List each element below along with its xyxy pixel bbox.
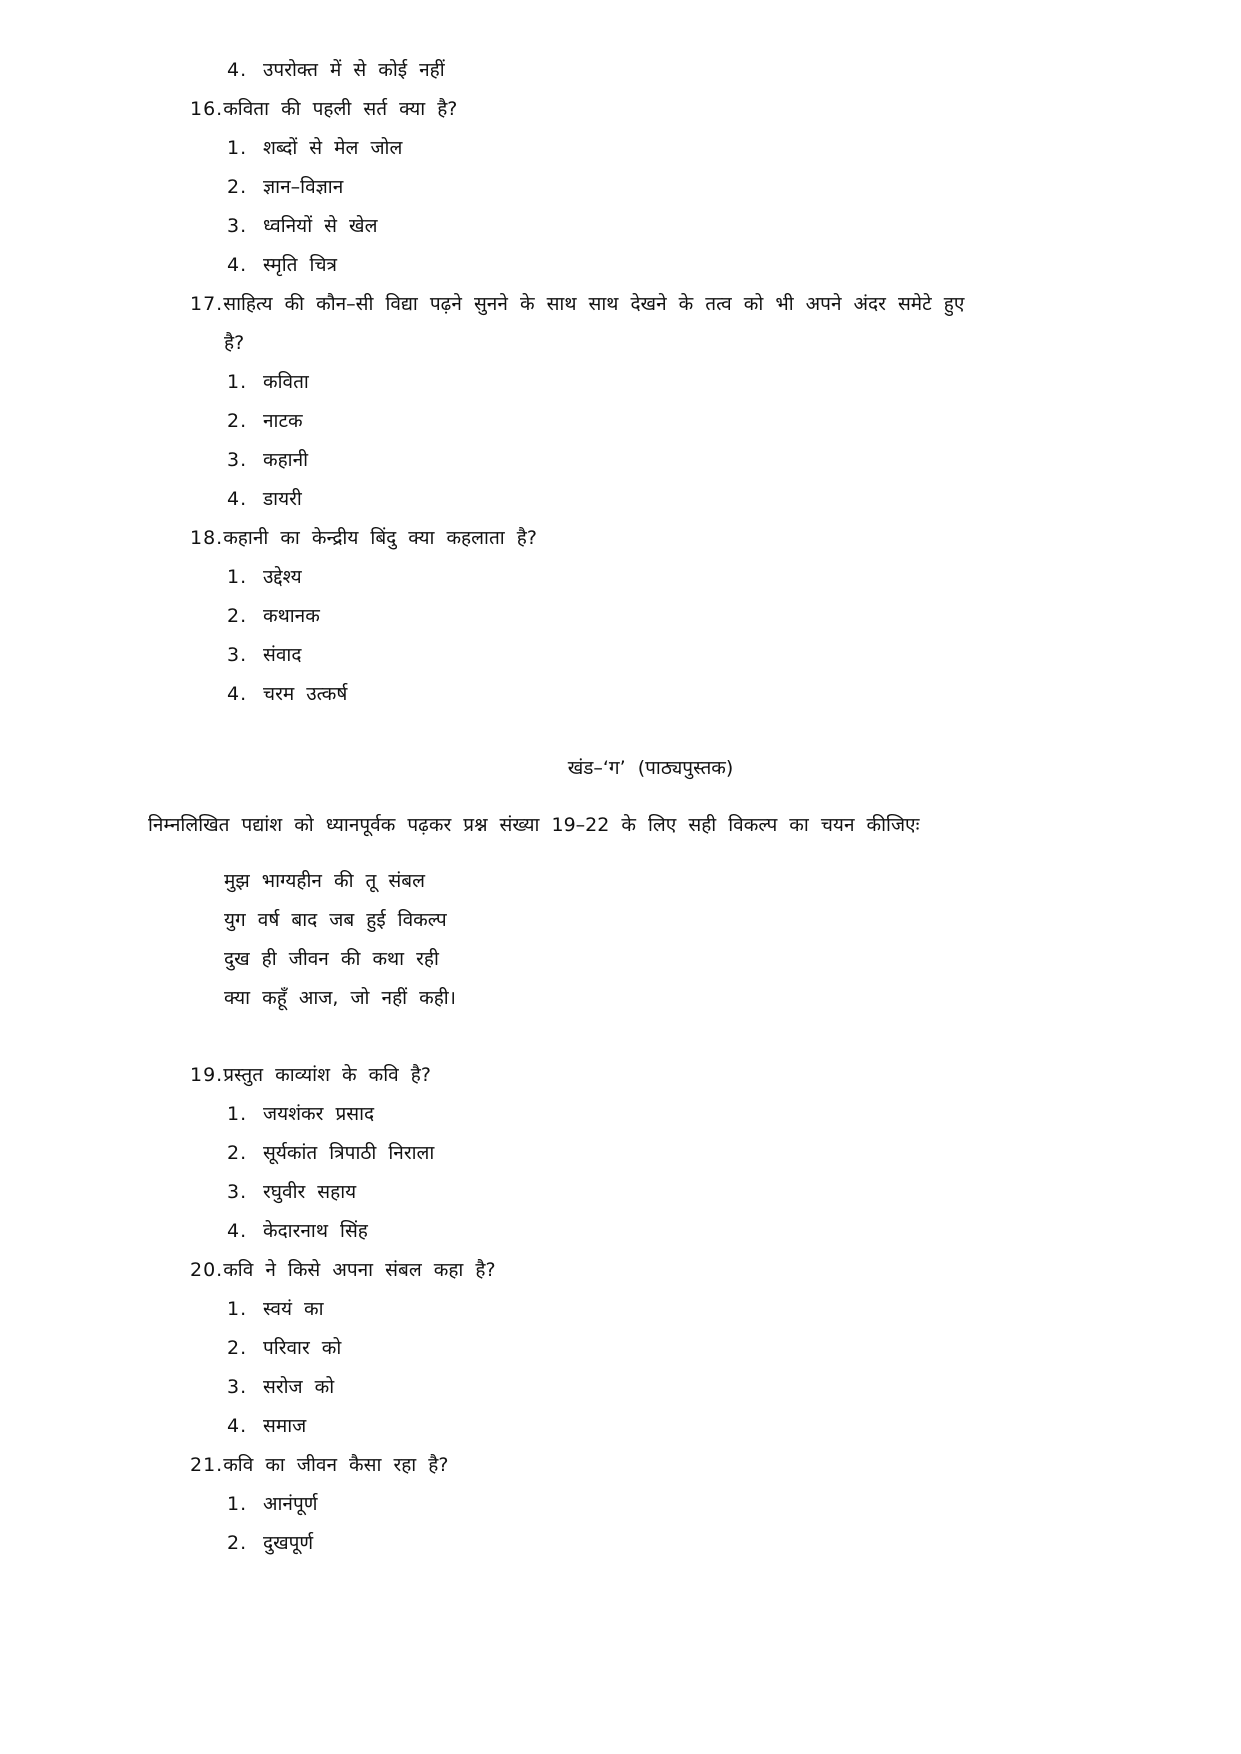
- section-heading: [30, 755, 1241, 781]
- option-number: 4.: [227, 59, 248, 81]
- option-text: उपरोक्त में से कोई नहीं: [263, 59, 445, 81]
- option-number: 1.: [227, 137, 248, 159]
- option-text: डायरी: [263, 488, 302, 510]
- question-number: 17.: [190, 293, 224, 315]
- option-text: समाज: [263, 1415, 307, 1437]
- option-number: 1.: [227, 1298, 248, 1320]
- answer-option: [227, 408, 303, 434]
- option-text: परिवार को: [263, 1337, 342, 1359]
- option-number: 4.: [227, 683, 248, 705]
- option-text: नाटक: [263, 410, 303, 432]
- question-text: कहानी का केन्द्रीय बिंदु क्या कहलाता है?: [223, 527, 537, 549]
- answer-option: [227, 1491, 318, 1517]
- option-number: 3.: [227, 644, 248, 666]
- answer-option: [227, 603, 320, 629]
- answer-option: [227, 681, 347, 707]
- question-number: 18.: [190, 527, 224, 549]
- option-number: 2.: [227, 1337, 248, 1359]
- poem-line: [224, 907, 447, 933]
- instruction-text: [148, 812, 919, 838]
- option-number: 2.: [227, 1142, 248, 1164]
- question: [190, 1452, 448, 1478]
- question-number: 20.: [190, 1259, 224, 1281]
- option-number: 2.: [227, 410, 248, 432]
- section-heading-content: खंड–‘ग’ (पाठ्यपुस्तक): [567, 757, 734, 779]
- poem-line-content: मुझ भाग्यहीन की तू संबल: [224, 870, 425, 892]
- question: [190, 1062, 431, 1088]
- option-text: कहानी: [263, 449, 309, 471]
- option-text: ज्ञान–विज्ञान: [263, 176, 344, 198]
- option-text: शब्दों से मेल जोल: [263, 137, 403, 159]
- answer-option: [227, 1530, 313, 1556]
- question: [190, 525, 537, 551]
- question-text: कवि ने किसे अपना संबल कहा है?: [223, 1259, 496, 1281]
- question-text: साहित्य की कौन–सी विद्या पढ़ने सुनने के साथ साथ देखने के तत्व को भी अपने अंदर समेटे हुए: [223, 293, 965, 315]
- answer-option: [227, 1179, 356, 1205]
- answer-option: [227, 1374, 334, 1400]
- question-text: कविता की पहली सर्त क्या है?: [223, 98, 458, 120]
- answer-option: [227, 1101, 374, 1127]
- option-number: 3.: [227, 1376, 248, 1398]
- question: [190, 291, 964, 317]
- option-text: संवाद: [263, 644, 302, 666]
- answer-option: [227, 642, 301, 668]
- answer-option: [227, 1335, 341, 1361]
- answer-option: [227, 213, 377, 239]
- option-text: दुखपूर्ण: [263, 1532, 314, 1554]
- poem-line-content: क्या कहूँ आज, जो नहीं कही।: [224, 987, 456, 1009]
- question-continuation-content: है?: [224, 332, 245, 354]
- poem-line: [224, 985, 456, 1011]
- poem-line: [224, 868, 425, 894]
- question: [190, 96, 457, 122]
- answer-option: [227, 1218, 368, 1244]
- option-number: 3.: [227, 215, 248, 237]
- option-number: 4.: [227, 1415, 248, 1437]
- option-text: सरोज को: [263, 1376, 335, 1398]
- option-text: केदारनाथ सिंह: [263, 1220, 368, 1242]
- option-text: चरम उत्कर्ष: [263, 683, 348, 705]
- question-text: प्रस्तुत काव्यांश के कवि है?: [223, 1064, 431, 1086]
- option-number: 4.: [227, 1220, 248, 1242]
- option-text: जयशंकर प्रसाद: [263, 1103, 375, 1125]
- poem-line-content: युग वर्ष बाद जब हुई विकल्प: [224, 909, 447, 931]
- option-number: 4.: [227, 488, 248, 510]
- option-number: 1.: [227, 566, 248, 588]
- option-text: सूर्यकांत त्रिपाठी निराला: [263, 1142, 435, 1164]
- option-text: आनंपूर्ण: [263, 1493, 318, 1515]
- option-number: 1.: [227, 371, 248, 393]
- option-number: 2.: [227, 605, 248, 627]
- answer-option: [227, 135, 402, 161]
- option-text: रघुवीर सहाय: [263, 1181, 357, 1203]
- question-number: 19.: [190, 1064, 224, 1086]
- poem-line: [224, 946, 439, 972]
- option-text: कविता: [263, 371, 309, 393]
- answer-option: [227, 1413, 306, 1439]
- option-number: 4.: [227, 254, 248, 276]
- option-text: उद्देश्य: [263, 566, 302, 588]
- option-number: 3.: [227, 449, 248, 471]
- instruction-text-content: निम्नलिखित पद्यांश को ध्यानपूर्वक पढ़कर प्रश्न संख्या 19–22 के लिए सही विकल्प का चयन कीजिएः: [148, 814, 920, 836]
- option-number: 2.: [227, 1532, 248, 1554]
- answer-option: [227, 1296, 324, 1322]
- question: [190, 1257, 496, 1283]
- option-number: 1.: [227, 1493, 248, 1515]
- option-number: 3.: [227, 1181, 248, 1203]
- option-number: 1.: [227, 1103, 248, 1125]
- answer-option: [227, 564, 302, 590]
- option-text: स्मृति चित्र: [263, 254, 338, 276]
- question-number: 21.: [190, 1454, 224, 1476]
- answer-option: [227, 1140, 434, 1166]
- question-text: कवि का जीवन कैसा रहा है?: [223, 1454, 449, 1476]
- poem-line-content: दुख ही जीवन की कथा रही: [224, 948, 439, 970]
- answer-option: [227, 447, 308, 473]
- answer-option: [227, 252, 337, 278]
- option-text: स्वयं का: [263, 1298, 324, 1320]
- answer-option: [227, 57, 445, 83]
- question-continuation: [224, 330, 244, 356]
- option-number: 2.: [227, 176, 248, 198]
- option-text: ध्वनियों से खेल: [263, 215, 378, 237]
- answer-option: [227, 486, 302, 512]
- answer-option: [227, 174, 343, 200]
- answer-option: [227, 369, 309, 395]
- option-text: कथानक: [263, 605, 320, 627]
- question-number: 16.: [190, 98, 224, 120]
